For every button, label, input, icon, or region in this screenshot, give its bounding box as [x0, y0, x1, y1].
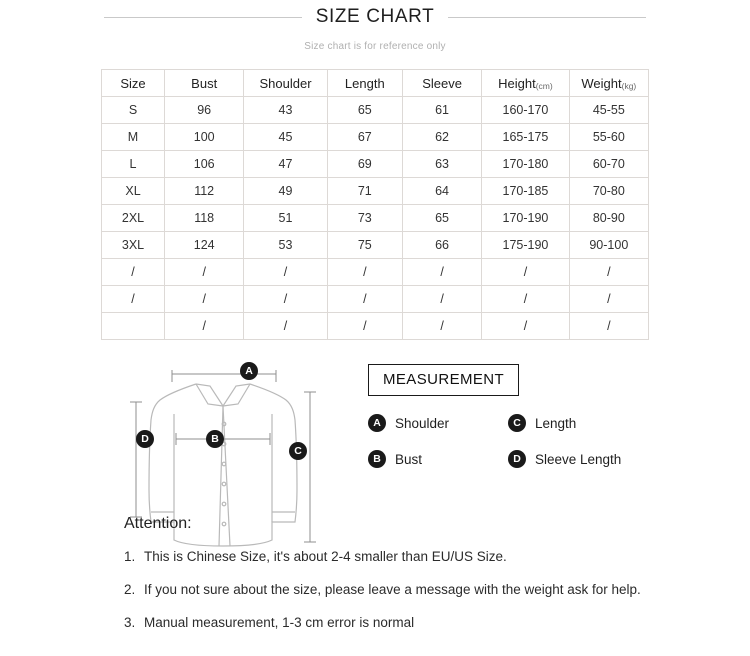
table-cell: 96 — [165, 97, 244, 124]
table-cell: 70-80 — [569, 178, 648, 205]
table-cell: 47 — [244, 151, 327, 178]
table-cell: 55-60 — [569, 124, 648, 151]
column-label: Bust — [191, 75, 218, 91]
table-cell: 43 — [244, 97, 327, 124]
table-cell: 170-180 — [482, 151, 569, 178]
page-title: SIZE CHART — [315, 6, 435, 27]
table-cell: / — [327, 286, 402, 313]
table-row — [102, 97, 649, 124]
attention-note — [124, 547, 684, 567]
column-label: Length — [344, 75, 385, 91]
table-column-header — [102, 70, 165, 97]
measurement-label: Length — [535, 415, 577, 431]
table-cell: M — [102, 124, 165, 151]
table-cell: 112 — [165, 178, 244, 205]
table-cell: XL — [102, 178, 165, 205]
table-cell: / — [482, 286, 569, 313]
table-cell: / — [482, 313, 569, 340]
table-cell: / — [102, 286, 165, 313]
measurement-badge: B — [368, 450, 386, 468]
measurement-legend — [368, 364, 668, 468]
measurement-items — [368, 414, 668, 468]
table-cell: / — [402, 313, 481, 340]
column-label: Height — [498, 75, 536, 91]
table-row — [102, 259, 649, 286]
table-cell: 100 — [165, 124, 244, 151]
measurement-label: Sleeve Length — [535, 451, 622, 467]
table-column-header — [402, 70, 481, 97]
table-row — [102, 286, 649, 313]
table-cell: 53 — [244, 232, 327, 259]
table-cell: / — [165, 286, 244, 313]
measurement-title: MEASUREMENT — [368, 364, 519, 396]
table-cell: / — [327, 259, 402, 286]
table-cell: / — [244, 286, 327, 313]
measurement-item — [508, 450, 668, 468]
table-cell: / — [569, 259, 648, 286]
table-cell: 61 — [402, 97, 481, 124]
measurement-label: Bust — [395, 451, 423, 467]
table-cell: 75 — [327, 232, 402, 259]
table-head — [102, 70, 649, 97]
size-chart-table-wrapper — [101, 69, 649, 340]
table-cell: / — [102, 259, 165, 286]
table-cell: 49 — [244, 178, 327, 205]
column-label: Sleeve — [422, 75, 462, 91]
table-cell: 170-190 — [482, 205, 569, 232]
measurement-item — [368, 450, 508, 468]
table-cell: / — [244, 313, 327, 340]
table-cell: 65 — [402, 205, 481, 232]
diagram-badge-a: A — [240, 362, 258, 380]
table-cell: / — [165, 313, 244, 340]
table-cell: / — [569, 313, 648, 340]
table-column-header — [569, 70, 648, 97]
measurement-badge: C — [508, 414, 526, 432]
table-column-header — [327, 70, 402, 97]
table-cell: 118 — [165, 205, 244, 232]
table-cell: L — [102, 151, 165, 178]
table-cell: 175-190 — [482, 232, 569, 259]
attention-notes — [124, 547, 684, 633]
table-cell: 63 — [402, 151, 481, 178]
table-cell: / — [402, 259, 481, 286]
attention-note — [124, 580, 684, 600]
note-text: This is Chinese Size, it's about 2-4 smaller than EU/US Size. — [144, 549, 507, 564]
table-cell: 64 — [402, 178, 481, 205]
table-cell: / — [165, 259, 244, 286]
table-cell: 106 — [165, 151, 244, 178]
table-cell: / — [327, 313, 402, 340]
table-cell: 45 — [244, 124, 327, 151]
table-cell: 65 — [327, 97, 402, 124]
attention-note — [124, 613, 684, 633]
table-row — [102, 313, 649, 340]
note-text: Manual measurement, 1-3 cm error is normal — [144, 615, 415, 630]
note-number: 2. — [124, 582, 136, 597]
table-cell: / — [569, 286, 648, 313]
table-cell: 71 — [327, 178, 402, 205]
table-cell: 66 — [402, 232, 481, 259]
table-column-header — [165, 70, 244, 97]
table-cell: 165-175 — [482, 124, 569, 151]
table-cell: 90-100 — [569, 232, 648, 259]
attention-section — [124, 515, 684, 646]
table-row — [102, 151, 649, 178]
note-number: 1. — [124, 549, 136, 564]
column-unit: (cm) — [535, 80, 553, 91]
table-cell: 2XL — [102, 205, 165, 232]
table-cell: 160-170 — [482, 97, 569, 124]
column-unit: (kg) — [621, 80, 637, 91]
table-cell: S — [102, 97, 165, 124]
table-cell: / — [402, 286, 481, 313]
table-row — [102, 205, 649, 232]
table-cell: 124 — [165, 232, 244, 259]
table-cell — [102, 313, 165, 340]
column-label: Shoulder — [259, 75, 312, 91]
table-cell: 3XL — [102, 232, 165, 259]
table-column-header — [244, 70, 327, 97]
table-cell: 73 — [327, 205, 402, 232]
chart-header — [0, 0, 750, 52]
table-cell: / — [482, 259, 569, 286]
table-cell: 51 — [244, 205, 327, 232]
table-row — [102, 124, 649, 151]
table-cell: 67 — [327, 124, 402, 151]
table-cell: 45-55 — [569, 97, 648, 124]
table-cell: 69 — [327, 151, 402, 178]
table-cell: 170-185 — [482, 178, 569, 205]
measurement-badge: A — [368, 414, 386, 432]
note-text: If you not sure about the size, please leave a message with the weight ask for help. — [144, 582, 641, 597]
table-cell: / — [244, 259, 327, 286]
table-header-row — [102, 70, 649, 97]
measurement-item — [508, 414, 668, 432]
measurement-badge: D — [508, 450, 526, 468]
title-rule-left — [104, 17, 302, 18]
attention-title: Attention: — [124, 515, 192, 532]
table-row — [102, 232, 649, 259]
note-number: 3. — [124, 615, 136, 630]
table-body — [102, 97, 649, 340]
table-row — [102, 178, 649, 205]
size-chart-table — [101, 69, 649, 340]
diagram-badge-d: D — [136, 430, 154, 448]
measurement-label: Shoulder — [395, 415, 450, 431]
table-cell: 60-70 — [569, 151, 648, 178]
table-cell: 80-90 — [569, 205, 648, 232]
chart-subtitle: Size chart is for reference only — [304, 41, 446, 52]
column-label: Size — [120, 75, 146, 91]
table-column-header — [482, 70, 569, 97]
table-cell: 62 — [402, 124, 481, 151]
title-row — [0, 4, 750, 30]
diagram-badge-c: C — [289, 442, 307, 460]
column-label: Weight — [581, 75, 622, 91]
measurement-item — [368, 414, 508, 432]
diagram-badge-b: B — [206, 430, 224, 448]
title-rule-right — [448, 17, 646, 18]
